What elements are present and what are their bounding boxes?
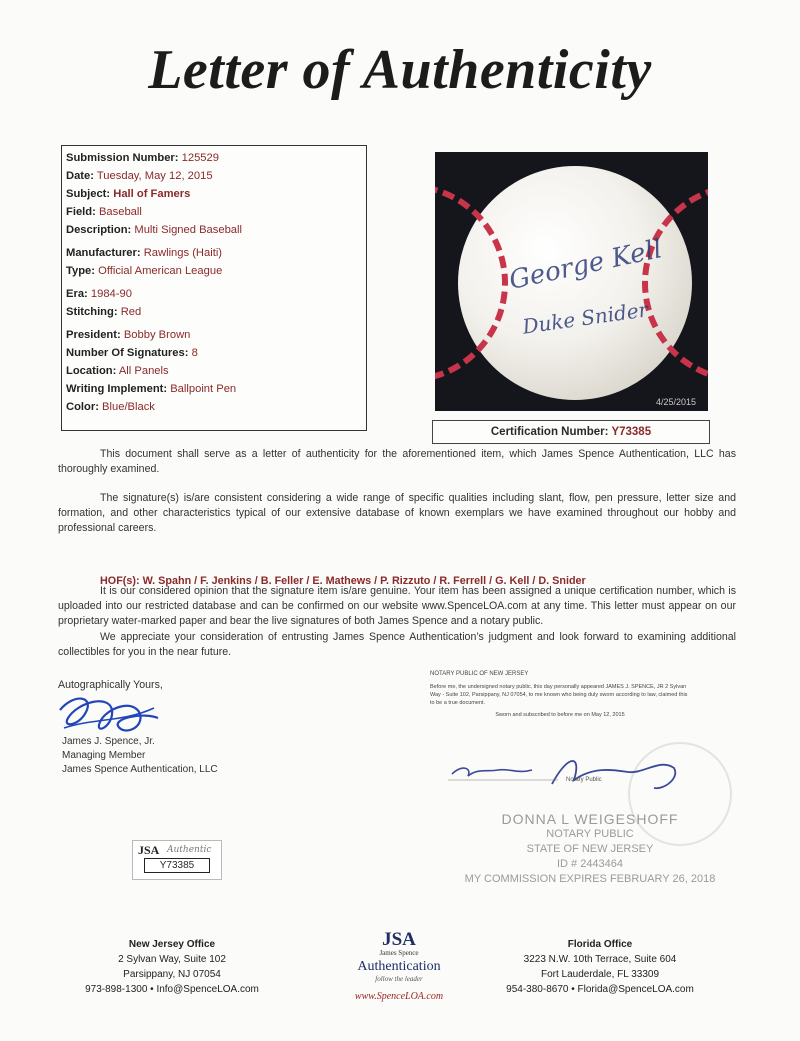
nj-office-address: 2 Sylvan Way, Suite 102 (118, 954, 226, 965)
nj-office-city: Parsippany, NJ 07054 (123, 969, 221, 980)
sticker-logo: JSA (138, 843, 160, 857)
paragraph-opinion: It is our considered opinion that the signature item is/are genuine. Your item has been assigned a unique certification number, which is uploaded into our restricted database and can be confirmed on our website www.SpenceLOA.com at any time. This letter must appear on our proprietary water-marked paper and bear the live signatures of both James Spence and a notary public. (58, 585, 736, 627)
signatures-row (66, 344, 362, 362)
ball-signature-kell: George Kell (506, 234, 665, 296)
nj-office-contact: 973-898-1300 • Info@SpenceLOA.com (85, 984, 259, 995)
signatures-label: Number Of Signatures: (66, 347, 189, 359)
fl-office-contact: 954-380-8670 • Florida@SpenceLOA.com (506, 984, 694, 995)
manufacturer-row (66, 244, 362, 262)
type-label: Type: (66, 265, 96, 277)
ball-signature-snider: Duke Snider (520, 297, 650, 339)
left-stitching (435, 183, 508, 383)
sticker-cursive: Authentic (167, 845, 212, 855)
baseball-photo (435, 152, 708, 411)
jsa-footer-logo (334, 931, 464, 1002)
date-label: Date: (66, 170, 94, 182)
manufacturer-label: Manufacturer: (66, 247, 141, 259)
paragraph-authenticity: This document shall serve as a letter of authenticity for the aforementioned item, which James Spence Authentication, LLC has thoroughly examined. (58, 448, 736, 475)
era-value: 1984-90 (90, 288, 132, 300)
color-value: Blue/Black (102, 401, 155, 413)
subject-label: Subject: (66, 188, 111, 200)
location-label: Location: (66, 365, 117, 377)
submission-label: Submission Number: (66, 152, 179, 164)
notary-stamp-expiry: MY COMMISSION EXPIRES FEBRUARY 26, 2018 (464, 873, 716, 885)
certification-box (432, 420, 710, 444)
color-label: Color: (66, 401, 99, 413)
paragraph-appreciation: We appreciate your consideration of entrusting James Spence Authentication’s judgment and look forward to examining additional collectibles for you in the near future. (58, 631, 736, 658)
stitching-row (66, 303, 362, 321)
color-row (66, 398, 362, 416)
baseball-image (458, 166, 692, 400)
fl-office-address: 3223 N.W. 10th Terrace, Suite 604 (523, 954, 677, 965)
implement-value: Ballpoint Pen (170, 383, 237, 395)
date-value: Tuesday, May 12, 2015 (96, 170, 213, 182)
signer-name: James J. Spence, Jr. (62, 736, 155, 747)
nj-office (58, 937, 286, 997)
certification-number: Y73385 (611, 426, 652, 438)
president-label: President: (66, 329, 121, 341)
paragraph-signature-analysis: The signature(s) is/are consistent considering a wide range of specific qualities including slant, flow, pen pressure, letter size and formation, and other characteristics typical of our extensive database of known exemplars we have examined throughout our hobby and professional careers. (58, 492, 736, 534)
sticker-number: Y73385 (144, 858, 210, 873)
letter-title: Letter of Authenticity (148, 39, 652, 101)
president-value: Bobby Brown (123, 329, 191, 341)
implement-row (66, 380, 362, 398)
notary-public-label: Notary Public (566, 777, 602, 783)
signer-role: Managing Member (62, 750, 146, 761)
notary-signature (448, 750, 688, 800)
notary-stamp-state: STATE OF NEW JERSEY (526, 843, 654, 855)
jsa-logo-sub: James Spence (379, 949, 419, 957)
notary-stamp-id: ID # 2443464 (556, 858, 624, 870)
hof-list: HOF(s): W. Spahn / F. Jenkins / B. Feller / E. Mathews / P. Rizzuto / R. Ferrell / G. Kell / D. Snider (100, 575, 586, 587)
type-row (66, 262, 362, 280)
era-row (66, 285, 362, 303)
fl-office (480, 937, 720, 997)
implement-label: Writing Implement: (66, 383, 168, 395)
notary-sworn: Sworn and subscribed to before me on May 12, 2015 (495, 712, 625, 718)
field-row (66, 203, 362, 221)
location-row (66, 362, 362, 380)
field-label: Field: (66, 206, 96, 218)
signatures-value: 8 (191, 347, 198, 359)
jsa-logo-mark: JSA (382, 929, 416, 950)
right-stitching (642, 183, 708, 383)
photo-date-stamp: 4/25/2015 (655, 397, 696, 407)
notary-stamp-title: NOTARY PUBLIC (546, 828, 634, 840)
jsa-hologram-sticker (132, 840, 222, 880)
submission-row (66, 149, 362, 167)
website-link[interactable]: www.SpenceLOA.com (354, 991, 444, 1002)
notary-statement (430, 670, 690, 719)
date-row (66, 167, 362, 185)
notary-text: Before me, the undersigned notary public, this day personally appeared JAMES J. SPENCE, JR 2 Sylvan Way - Suite 102, Parsippany, NJ 07054, to me known who being duly sworn according to law, claimed this to be a true document. (430, 684, 688, 706)
signer-block (62, 735, 218, 777)
president-row (66, 326, 362, 344)
description-label: Description: (66, 224, 132, 236)
notary-stamp-name: DONNA L WEIGESHOFF (501, 811, 679, 827)
submission-value: 125529 (181, 152, 219, 164)
signer-company: James Spence Authentication, LLC (62, 764, 218, 775)
description-value: Multi Signed Baseball (134, 224, 242, 236)
certification-label: Certification Number: (490, 426, 609, 438)
nj-office-heading: New Jersey Office (128, 939, 216, 950)
closing-text: Autographically Yours, (58, 679, 163, 691)
type-value: Official American League (98, 265, 223, 277)
subject-value: Hall of Famers (113, 188, 191, 200)
notary-stamp (440, 812, 740, 887)
location-value: All Panels (118, 365, 169, 377)
item-details-box (61, 145, 367, 431)
fl-office-city: Fort Lauderdale, FL 33309 (540, 969, 660, 980)
jsa-logo-tagline: follow the leader (375, 975, 423, 983)
jsa-logo-authentication: Authentication (357, 959, 441, 974)
fl-office-heading: Florida Office (567, 939, 633, 950)
notary-heading: NOTARY PUBLIC OF NEW JERSEY (430, 671, 529, 677)
manufacturer-value: Rawlings (Haiti) (143, 247, 223, 259)
subject-row (66, 185, 362, 203)
stitching-label: Stitching: (66, 306, 118, 318)
stitching-value: Red (120, 306, 142, 318)
description-row (66, 221, 362, 239)
era-label: Era: (66, 288, 88, 300)
field-value: Baseball (98, 206, 142, 218)
